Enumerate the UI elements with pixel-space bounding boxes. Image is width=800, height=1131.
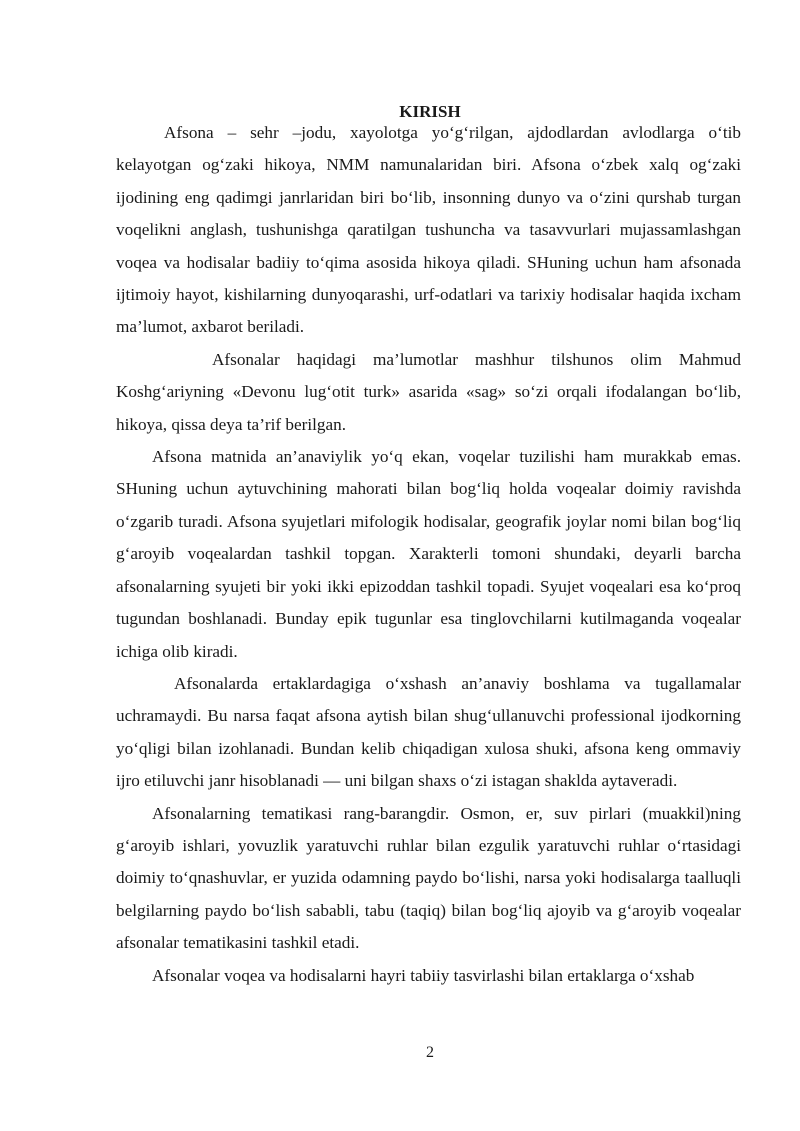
paragraph-2: Afsonalar haqidagi ma’lumotlar mashhur tilshunos olim Mahmud Koshg‘ariyning «Devonu lug‘otit turk» asarida «sag» so‘zi orqali ifodalangan bo‘lib, hikoya, qissa deya ta’rif berilgan.	[116, 349, 741, 434]
paragraph-1: Afsona – sehr –jodu, xayolotga yo‘g‘rilgan, ajdodlardan avlodlarga o‘tib kelayotgan og‘zaki hikoya, NMM namunalaridan biri. Afsona o‘zbek xalq og‘zaki ijodining eng qadimgi janrlaridan biri bo‘lib, insonning dunyo va o‘zini qurshab turgan voqelikni anglash, tushunishga qaratilgan tushuncha va tasavvurlari mujassamlashgan voqea va hodisalar badiiy to‘qima asosida hikoya qiladi. SHuning uchun ham afsonada ijtimoiy hayot, kishilarning dunyoqarashi, urf-odatlari va tarixiy hodisalar haqida ixcham ma’lumot, axbarot beriladi.	[116, 123, 741, 337]
paragraph-3: Afsona matnida an’anaviylik yo‘q ekan, voqelar tuzilishi ham murakkab emas. SHuning uchun aytuvchining mahorati bilan bog‘liq holda voqealar doimiy ravishda o‘zgarib turadi. Afsona syujetlari mifologik hodisalar, geografik joylar nomi bilan bog‘liq g‘aroyib voqealardan tashkil topgan. Xarakterli tomoni shundaki, deyarli barcha afsonalarning syujeti bir yoki ikki epizoddan tashkil topadi. Syujet voqealari esa ko‘proq tugundan boshlanadi. Bunday epik tugunlar esa tinglovchilarni kutilmaganda voqealar ichiga olib kiradi.	[116, 447, 741, 661]
paragraph-6: Afsonalar voqea va hodisalarni hayri tabiiy tasvirlashi bilan ertaklarga o‘xshab	[152, 965, 695, 985]
paragraph-4: Afsonalarda ertaklardagiga o‘xshash an’anaviy boshlama va tugallamalar uchramaydi. Bu narsa faqat afsona aytish bilan shug‘ullanuvchi professional ijodkorning yo‘qligi bilan izohlanadi. Bundan kelib chiqadigan xulosa shuki, afsona keng ommaviy ijro etiluvchi janr hisoblanadi — uni bilgan shaxs o‘zi istagan shaklda aytaveradi.	[116, 673, 741, 791]
page-number: 2	[426, 1044, 434, 1061]
section-heading: KIRISH	[399, 102, 461, 121]
paragraph-5: Afsonalarning tematikasi rang-barangdir. Osmon, er, suv pirlari (muakkil)ning g‘aroyib ishlari, yovuzlik yaratuvchi ruhlar bilan ezgulik yaratuvchi ruhlar o‘rtasidagi doimiy to‘qnashuvlar, er yuzida odamning paydo bo‘lishi, narsa yoki hodisalarga taalluqli belgilarning paydo bo‘lish sababli, tabu (taqiq) bilan bog‘liq ajoyib va g‘aroyib voqealar afsonalar tematikasini tashkil etadi.	[116, 803, 741, 953]
document-body	[116, 117, 741, 992]
